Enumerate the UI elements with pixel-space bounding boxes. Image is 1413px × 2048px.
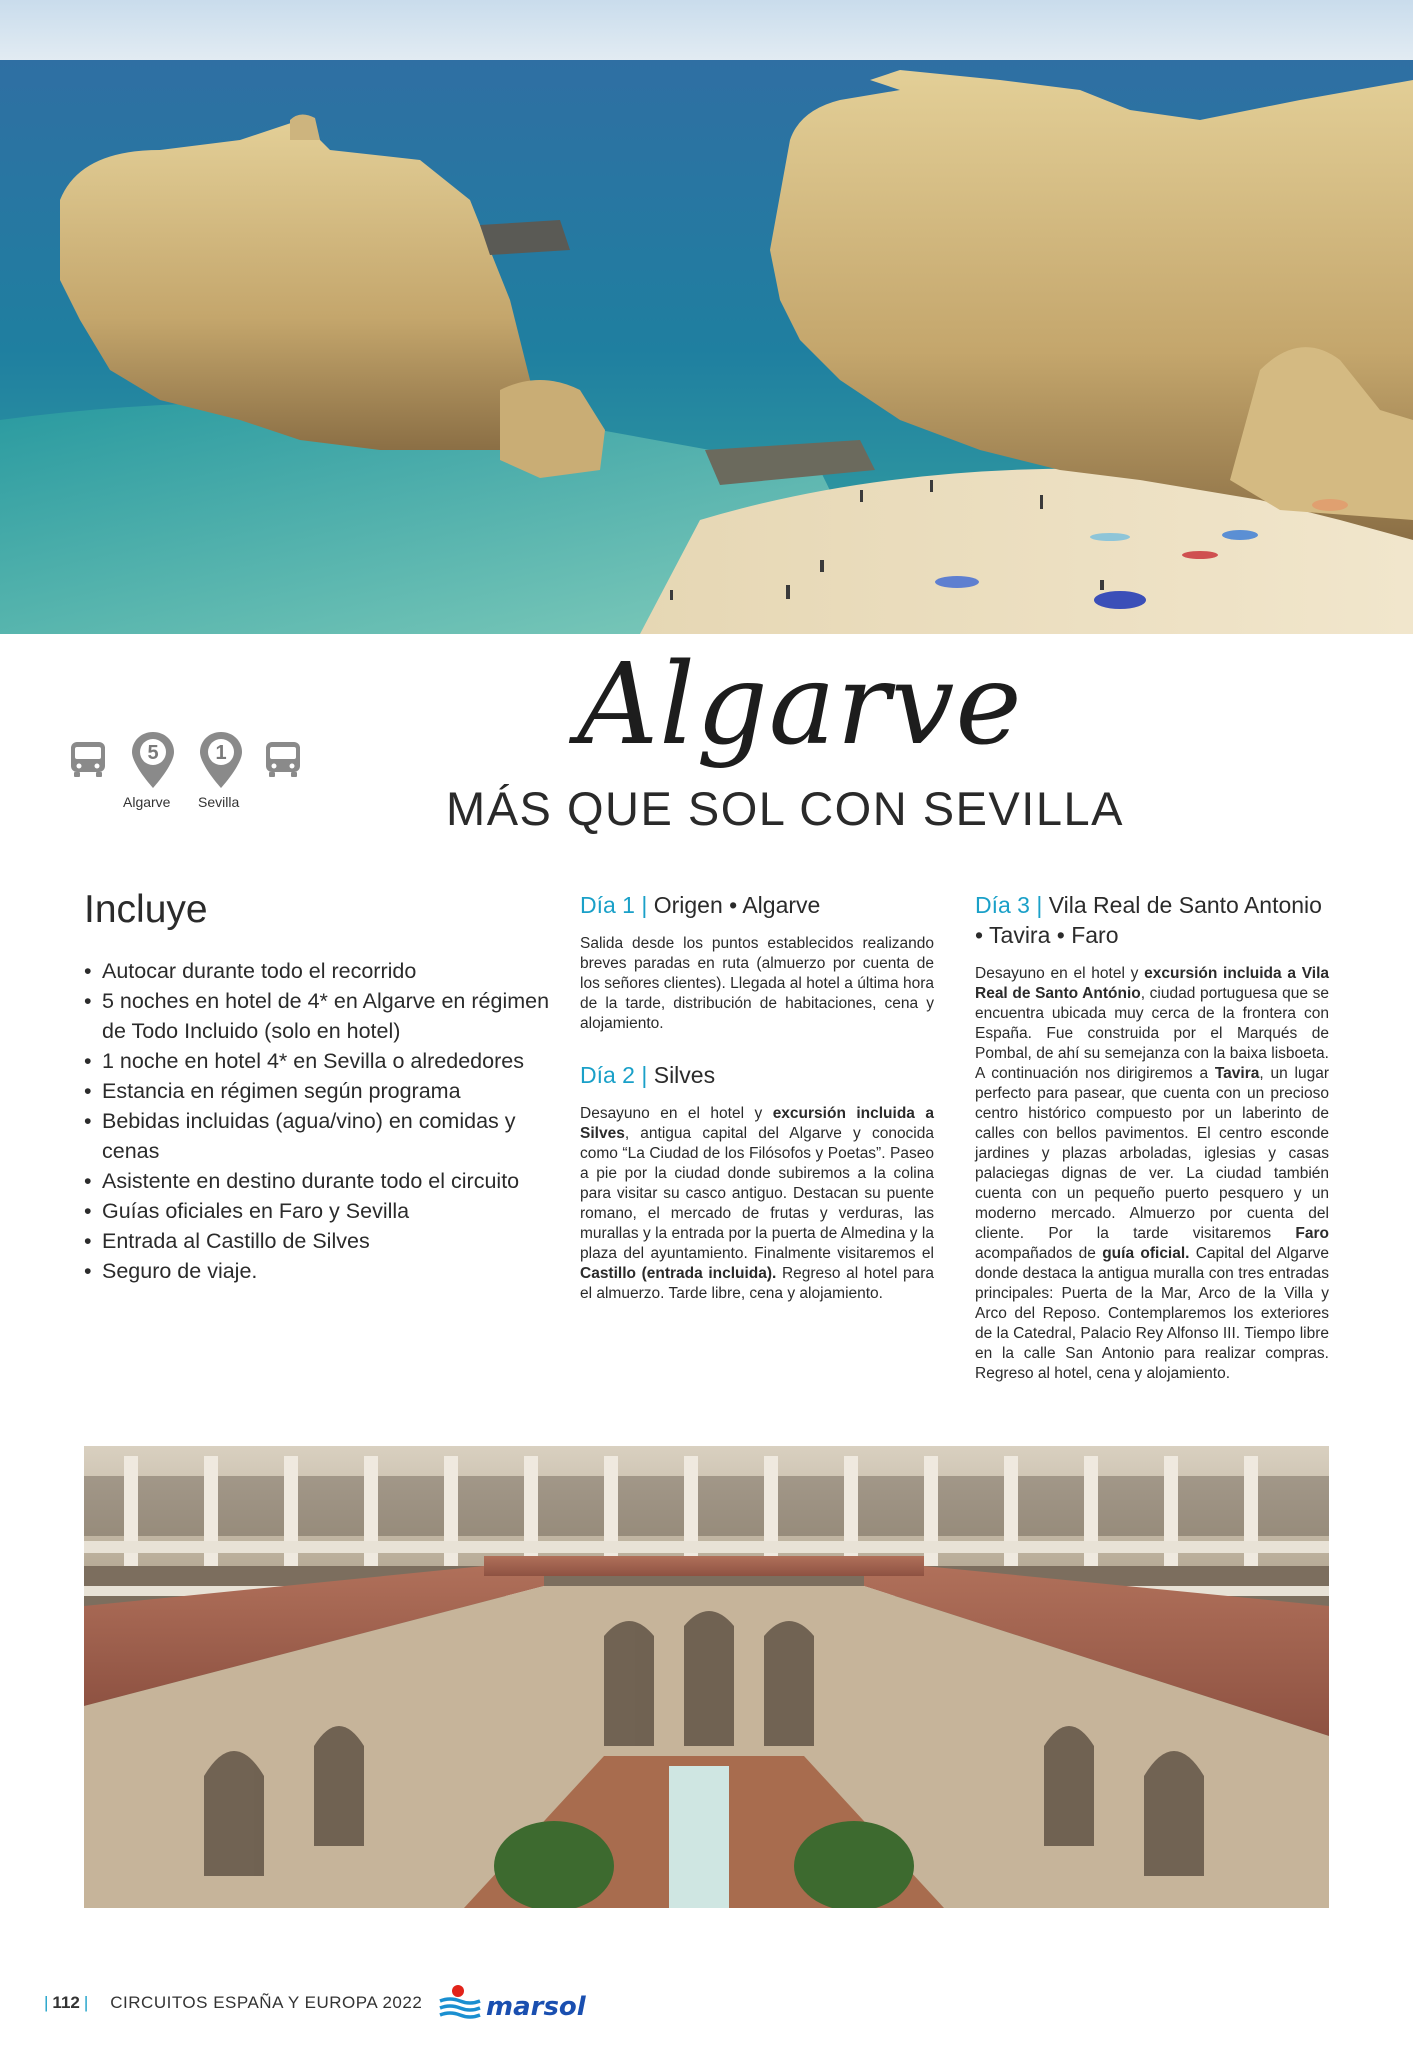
incluye-heading: Incluye [84,888,208,931]
day-1-section [580,890,934,1034]
nights-sevilla: 1 [215,742,227,764]
text-run: Regreso al hotel para el almuerzo. Tarde libre, cena y alojamiento. [580,1265,935,1302]
list-item: • Bebidas incluidas (agua/vino) en comidas y cenas [84,1106,554,1166]
page-number: 112 [52,1993,80,2012]
text-run: , antigua capital del Algarve y conocida como “La Ciudad de los Filósofos y Poetas”. Paseo a pie por la ciudad donde subiremos a la colina para visitar su casco antiguo. Destacan su puente romano, el mercado de frutas y verduras, las murallas y la entrada por la puerta de Almedina y la plaza del ayuntamiento. Finalmente visitaremos el [580,1125,934,1262]
list-item: • Entrada al Castillo de Silves [84,1226,554,1256]
highlight-text: guía oficial. [1102,1245,1190,1262]
page-title: Algarve [577,640,1023,770]
list-item: • Guías oficiales en Faro y Sevilla [84,1196,554,1226]
text-run: Capital del Algarve donde destaca la antigua muralla con tres entradas principales: Puerta de la Mar, Arco de la Villa y Arco del Reposo. Contemplaremos los exteriores de la Catedral, Palacio Rey Alfonso III. Tiempo libre en la calle San Antonio para realizar compras. Regreso al hotel, cena y alojamiento. [975,1245,1330,1382]
day-1-title: Origen • Algarve [653,892,821,918]
list-item: • Seguro de viaje. [84,1256,554,1286]
day-1-number: Día 1 | [580,892,648,918]
day-2-number: Día 2 | [580,1062,648,1088]
day-3-number: Día 3 | [975,892,1043,918]
list-item: • Autocar durante todo el recorrido [84,956,554,986]
courtyard-photo-sevilla [84,1446,1329,1908]
text-run: Desayuno en el hotel y [975,965,1145,982]
text-run: , ciudad portuguesa que se encuentra ubicada muy cerca de la frontera con España. Fue construida por el Marqués de Pombal, de ahí su semejanza con la baixa lisboeta. A continuación nos dirigiremos a [975,985,1330,1082]
text-run: Desayuno en el hotel y [580,1105,773,1122]
incluye-list [84,956,554,1286]
day-2-heading [580,1060,934,1090]
page-subtitle: MÁS QUE SOL CON SEVILLA [446,782,1124,835]
route-icons [70,730,320,820]
highlight-text: excursión incluida a Vila Real de Santo António [975,965,1329,1002]
day-2-text [580,1104,934,1304]
stop-label-algarve: Algarve [123,794,171,810]
day-3-section [975,890,1329,1384]
route-graphic [70,730,320,790]
separator-icon: | [83,1993,89,2012]
day-3-heading [975,890,1329,950]
day-2-section [580,1060,934,1304]
highlight-text: Tavira [1214,1065,1260,1082]
list-item: • Estancia en régimen según programa [84,1076,554,1106]
brand-wordmark: marsol [486,1992,586,2022]
stop-label-sevilla: Sevilla [198,794,240,810]
catalog-name: CIRCUITOS ESPAÑA Y EUROPA 2022 [110,1993,423,2012]
page-footer [40,1983,611,2023]
marsol-logo [436,1983,611,2023]
bus-icon [266,742,300,777]
list-item: • Asistente en destino durante todo el circuito [84,1166,554,1196]
text-run: acompañados de [975,1245,1103,1262]
highlight-text: Faro [1295,1225,1329,1242]
day-1-heading [580,890,934,920]
text-run: , un lugar perfecto para pasear, que cuenta con un precioso centro histórico compuesto por un laberinto de calles con bellos pavimentos. El centro esconde jardines y plazas arboladas, iglesias y casas palaciegas dignas de ver. La ciudad también cuenta con un pequeño puerto pesquero y un moderno mercado. Almuerzo por cuenta del cliente. Por la tarde visitaremos [975,1065,1329,1242]
day-3-title: Vila Real de Santo Antonio • Tavira • Faro [975,892,1322,948]
list-item: • 5 noches en hotel de 4* en Algarve en régimen de Todo Incluido (solo en hotel) [84,986,554,1046]
day-3-text [975,964,1329,1384]
bus-icon [71,742,105,777]
separator-icon: | [44,1993,49,2012]
hero-photo-algarve-beach [0,0,1413,634]
list-item: • 1 noche en hotel 4* en Sevilla o alrededores [84,1046,554,1076]
highlight-text: excursión incluida a Silves [580,1105,934,1142]
nights-algarve: 5 [147,742,159,764]
day-1-text: Salida desde los puntos establecidos realizando breves paradas en ruta (almuerzo por cuenta de los señores clientes). Llegada al hotel a última hora de la tarde, distribución de habitaciones, cena y alojamiento. [580,935,934,1032]
highlight-text: Castillo (entrada incluida). [580,1265,777,1282]
day-2-title: Silves [653,1062,716,1088]
